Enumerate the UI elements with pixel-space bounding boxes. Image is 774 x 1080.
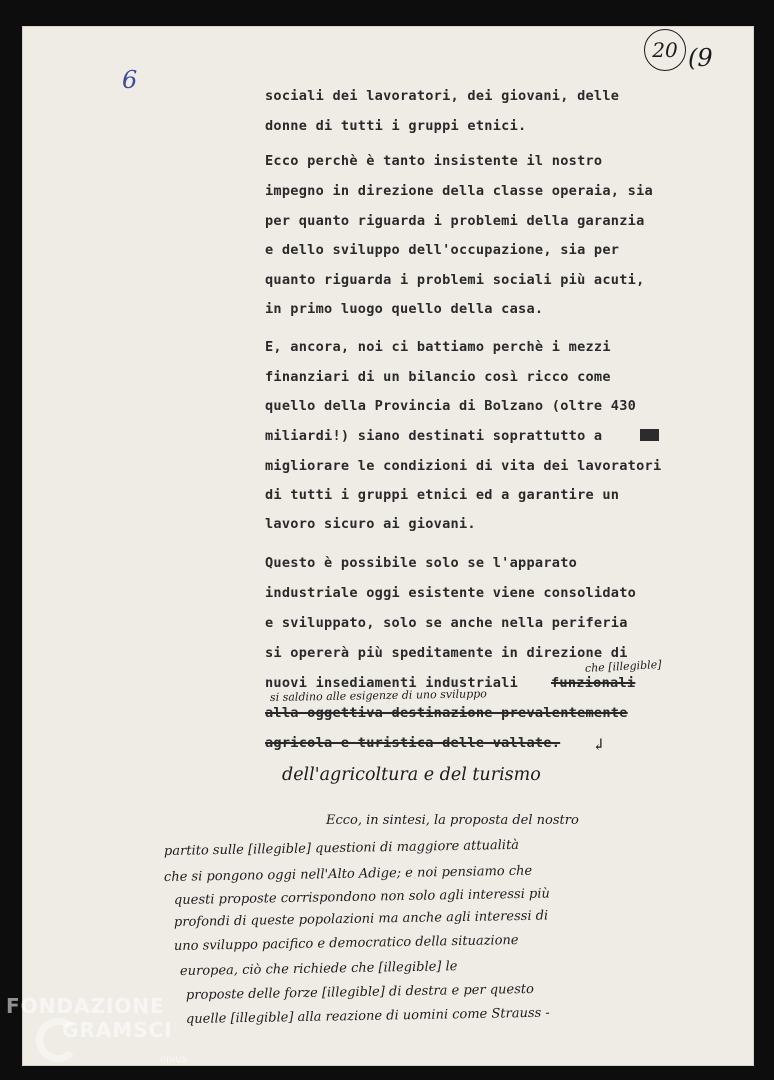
caret-mark: ↲ [592,735,606,754]
typed-line: sociali dei lavoratori, dei giovani, delle [265,88,620,104]
watermark-suffix: onlus [160,1054,187,1065]
typed-line: industriale oggi esistente viene consolidato [265,585,637,601]
typed-line: donne di tutti i gruppi etnici. [265,118,527,134]
struck-word: funzionali [551,675,636,691]
typed-correction-blot [640,429,659,441]
handwritten-line: partito sulle [illegible] questioni di maggiore attualità [163,837,520,859]
handwritten-line: uno sviluppo pacifico e democratico della situazione [173,932,519,954]
typed-line: si opererà più speditamente in direzione di [265,645,628,661]
typed-line: migliorare le condizioni di vita dei lavoratori [265,458,662,474]
handwritten-insert-between: si saldino alle esigenze di uno sviluppo [269,687,487,704]
typed-line: Questo è possibile solo se l'apparato [265,555,578,571]
handwritten-insert-above: che [illegible] [584,658,662,675]
struck-typed-line: alla oggettiva destinazione prevalentemente [265,705,628,721]
page-number-alt: (9 [688,44,713,72]
handwritten-line: europea, ciò che richiede che [illegible] le [179,959,458,979]
typed-line: di tutti i gruppi etnici ed a garantire un [265,487,620,503]
page-number-circled: 20 [644,29,686,71]
typed-line: quanto riguarda i problemi sociali più acuti, [265,272,645,288]
typed-line: nuovi insediamenti industriali [265,675,519,691]
handwritten-line: Ecco, in sintesi, la proposta del nostro [326,813,579,828]
typed-line: lavoro sicuro ai giovani. [265,516,476,532]
archive-watermark [6,994,216,1074]
typed-line: E, ancora, noi ci battiamo perchè i mezzi [265,339,611,355]
handwritten-line: che si pongono oggi nell'Alto Adige; e noi pensiamo che [163,863,533,885]
struck-typed-line: agricola e turistica delle vallate. [265,735,561,751]
handwritten-line: quelle [illegible] alla reazione di uomini come Strauss - [185,1005,550,1027]
typed-line: finanziari di un bilancio così ricco come [265,369,611,385]
typed-line: per quanto riguarda i problemi della garanzia [265,213,645,229]
handwritten-line: profondi di queste popolazioni ma anche agli interessi di [173,908,549,930]
typed-line: quello della Provincia di Bolzano (oltre 430 [265,398,637,414]
margin-mark: 6 [122,66,138,94]
typed-line: Ecco perchè è tanto insistente il nostro [265,153,603,169]
watermark-line1: FONDAZIONE [6,994,165,1018]
typed-line: miliardi!) siano destinati soprattutto a [265,428,603,444]
typed-line: e sviluppato, solo se anche nella periferia [265,615,628,631]
typed-line: in primo luogo quello della casa. [265,301,544,317]
handwritten-line: questi proposte corrispondono non solo agli interessi più [173,886,550,908]
watermark-line2: GRAMSCI [62,1018,173,1042]
typed-line: e dello sviluppo dell'occupazione, sia per [265,242,620,258]
handwritten-line-after: dell'agricoltura e del turismo [282,765,541,785]
typed-line: impegno in direzione della classe operaia, sia [265,183,653,199]
handwritten-line: proposte delle forze [illegible] di destra e per questo [185,981,535,1003]
